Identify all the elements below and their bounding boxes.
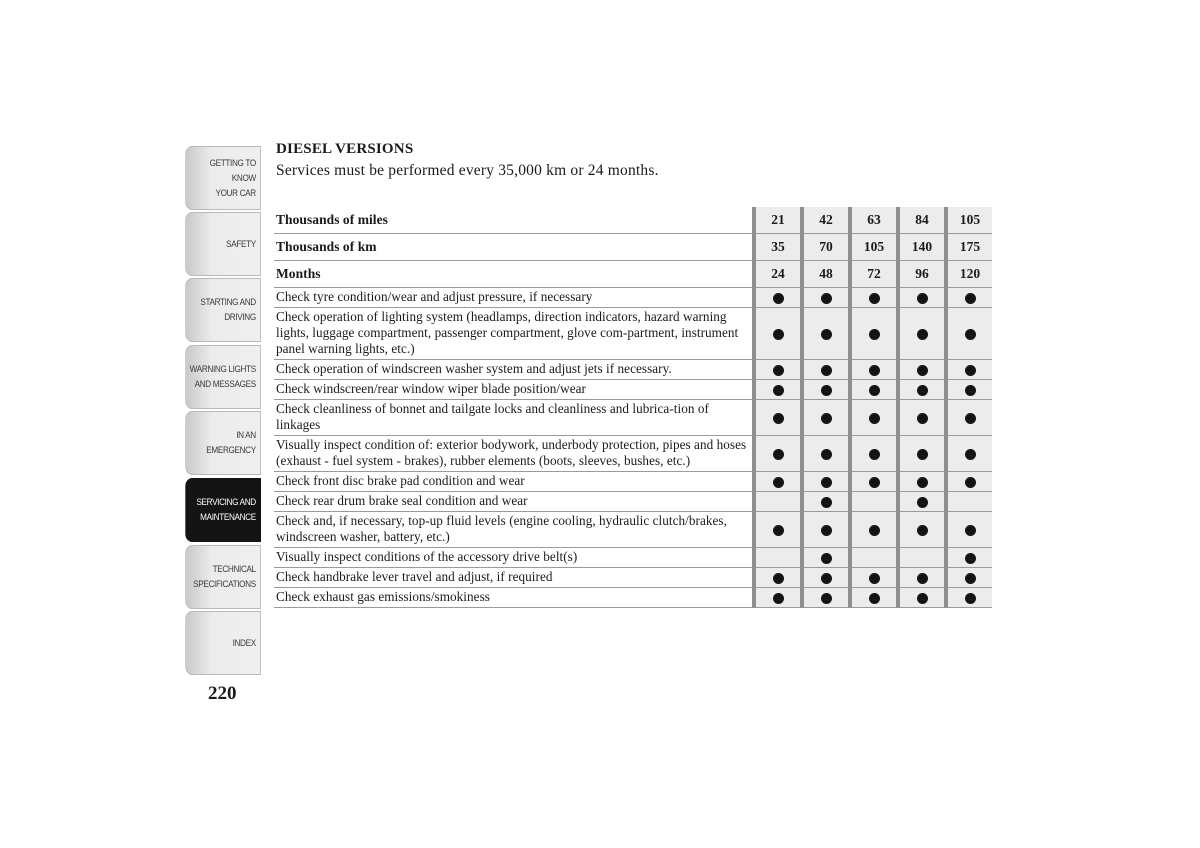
check-cell: [850, 568, 898, 588]
bullet-icon: [869, 385, 880, 396]
check-cell: [898, 360, 946, 380]
tab-label-line2: YOUR CAR: [215, 187, 256, 199]
interval-value: 21: [754, 207, 802, 234]
bullet-icon: [773, 365, 784, 376]
check-cell: [850, 548, 898, 568]
bullet-icon: [917, 449, 928, 460]
check-item-label: Check exhaust gas emissions/smokiness: [274, 588, 754, 608]
bullet-icon: [821, 497, 832, 508]
tab-warning-lights-and-messages[interactable]: [185, 345, 261, 409]
chapter-tabs: [173, 146, 263, 678]
check-cell: [754, 436, 802, 472]
check-cell: [898, 472, 946, 492]
check-cell: [802, 588, 850, 608]
check-cell: [850, 492, 898, 512]
bullet-icon: [821, 365, 832, 376]
check-cell: [754, 588, 802, 608]
bullet-icon: [821, 293, 832, 304]
check-cell: [850, 436, 898, 472]
check-cell: [850, 380, 898, 400]
bullet-icon: [773, 593, 784, 604]
bullet-icon: [917, 593, 928, 604]
check-cell: [754, 380, 802, 400]
check-cell: [802, 512, 850, 548]
check-cell: [898, 436, 946, 472]
bullet-icon: [869, 329, 880, 340]
bullet-icon: [821, 413, 832, 424]
bullet-icon: [965, 385, 976, 396]
bullet-icon: [821, 477, 832, 488]
interval-value: 42: [802, 207, 850, 234]
check-cell: [754, 568, 802, 588]
check-cell: [850, 308, 898, 360]
interval-header-row: [274, 261, 992, 288]
check-item-label: Check front disc brake pad condition and wear: [274, 472, 754, 492]
bullet-icon: [773, 573, 784, 584]
check-cell: [898, 588, 946, 608]
bullet-icon: [821, 525, 832, 536]
check-cell: [946, 548, 992, 568]
bullet-icon: [965, 329, 976, 340]
check-cell: [946, 512, 992, 548]
table-row: [274, 288, 992, 308]
check-cell: [802, 568, 850, 588]
tab-label-line1: IN AN EMERGENCY: [206, 430, 256, 456]
check-cell: [946, 568, 992, 588]
tab-safety[interactable]: [185, 212, 261, 276]
bullet-icon: [773, 413, 784, 424]
bullet-icon: [821, 329, 832, 340]
check-cell: [946, 588, 992, 608]
tab-label-line1: INDEX: [232, 637, 256, 649]
bullet-icon: [965, 413, 976, 424]
table-row: [274, 492, 992, 512]
tab-label-line1: GETTING TO KNOW: [209, 157, 256, 184]
bullet-icon: [965, 449, 976, 460]
check-cell: [946, 472, 992, 492]
tab-label-line1: SAFETY: [226, 238, 256, 250]
bullet-icon: [965, 553, 976, 564]
interval-header-row: [274, 207, 992, 234]
table-row: [274, 400, 992, 436]
bullet-icon: [965, 293, 976, 304]
bullet-icon: [821, 573, 832, 584]
bullet-icon: [869, 525, 880, 536]
page-number: 220: [208, 683, 237, 704]
interval-value: 105: [850, 234, 898, 261]
bullet-icon: [917, 365, 928, 376]
check-item-label: Check tyre condition/wear and adjust pressure, if necessary: [274, 288, 754, 308]
check-cell: [802, 308, 850, 360]
interval-value: 24: [754, 261, 802, 288]
interval-value: 35: [754, 234, 802, 261]
check-cell: [898, 548, 946, 568]
tab-getting-to-know-your-car[interactable]: [185, 146, 261, 210]
bullet-icon: [965, 365, 976, 376]
interval-header-label: Thousands of miles: [274, 207, 754, 234]
check-cell: [754, 512, 802, 548]
check-cell: [754, 400, 802, 436]
table-row: [274, 512, 992, 548]
table-row: [274, 436, 992, 472]
check-cell: [802, 548, 850, 568]
bullet-icon: [869, 365, 880, 376]
check-item-label: Check rear drum brake seal condition and wear: [274, 492, 754, 512]
bullet-icon: [773, 525, 784, 536]
check-cell: [898, 492, 946, 512]
bullet-icon: [821, 593, 832, 604]
tab-label-line2: MAINTENANCE: [200, 512, 256, 523]
interval-value: 48: [802, 261, 850, 288]
check-item-label: Check and, if necessary, top-up fluid levels (engine cooling, hydraulic clutch/brakes, windscreen washer, battery, etc.): [274, 512, 754, 548]
check-cell: [802, 400, 850, 436]
check-cell: [898, 568, 946, 588]
bullet-icon: [917, 329, 928, 340]
check-cell: [898, 512, 946, 548]
bullet-icon: [869, 477, 880, 488]
service-schedule-table: [274, 207, 992, 608]
tab-starting-and-driving[interactable]: [185, 278, 261, 342]
bullet-icon: [869, 413, 880, 424]
bullet-icon: [869, 449, 880, 460]
check-cell: [802, 288, 850, 308]
interval-value: 70: [802, 234, 850, 261]
bullet-icon: [773, 385, 784, 396]
interval-value: 120: [946, 261, 992, 288]
tab-label-line2: DRIVING: [224, 312, 256, 323]
bullet-icon: [965, 477, 976, 488]
table-row: [274, 588, 992, 608]
interval-value: 175: [946, 234, 992, 261]
tab-label-line1: SERVICING AND: [196, 497, 256, 508]
tab-in-an-emergency[interactable]: [185, 411, 261, 475]
bullet-icon: [821, 553, 832, 564]
tab-servicing-and-maintenance[interactable]: [185, 478, 261, 542]
check-cell: [946, 360, 992, 380]
check-item-label: Visually inspect conditions of the accessory drive belt(s): [274, 548, 754, 568]
check-cell: [850, 288, 898, 308]
check-cell: [850, 512, 898, 548]
check-cell: [754, 492, 802, 512]
tab-label-line1: WARNING LIGHTS: [189, 364, 256, 375]
bullet-icon: [917, 385, 928, 396]
bullet-icon: [773, 329, 784, 340]
bullet-icon: [917, 293, 928, 304]
check-cell: [802, 380, 850, 400]
check-item-label: Check operation of windscreen washer system and adjust jets if necessary.: [274, 360, 754, 380]
interval-header-label: Thousands of km: [274, 234, 754, 261]
interval-value: 84: [898, 207, 946, 234]
check-cell: [754, 472, 802, 492]
check-cell: [946, 308, 992, 360]
table-row: [274, 380, 992, 400]
bullet-icon: [869, 573, 880, 584]
section-intro: Services must be performed every 35,000 km or 24 months.: [276, 162, 659, 179]
interval-header-row: [274, 234, 992, 261]
check-cell: [946, 288, 992, 308]
check-cell: [946, 400, 992, 436]
check-cell: [946, 492, 992, 512]
bullet-icon: [773, 477, 784, 488]
tab-technical-specifications[interactable]: [185, 545, 261, 609]
interval-value: 96: [898, 261, 946, 288]
check-cell: [850, 472, 898, 492]
check-cell: [946, 436, 992, 472]
bullet-icon: [965, 573, 976, 584]
check-item-label: Check handbrake lever travel and adjust, if required: [274, 568, 754, 588]
check-cell: [802, 436, 850, 472]
tab-label-line1: STARTING AND: [200, 297, 256, 308]
bullet-icon: [917, 477, 928, 488]
check-cell: [850, 588, 898, 608]
check-item-label: Check windscreen/rear window wiper blade position/wear: [274, 380, 754, 400]
check-cell: [754, 548, 802, 568]
check-cell: [754, 360, 802, 380]
table-row: [274, 548, 992, 568]
check-cell: [898, 288, 946, 308]
interval-value: 72: [850, 261, 898, 288]
check-cell: [754, 288, 802, 308]
check-cell: [898, 400, 946, 436]
check-cell: [946, 380, 992, 400]
bullet-icon: [917, 525, 928, 536]
interval-value: 140: [898, 234, 946, 261]
bullet-icon: [821, 449, 832, 460]
check-item-label: Check cleanliness of bonnet and tailgate locks and cleanliness and lubrica-tion of linkages: [274, 400, 754, 436]
check-item-label: Visually inspect condition of: exterior bodywork, underbody protection, pipes and hoses (exhaust - fuel system - brakes), rubber elements (boots, sleeves, bushes, etc.): [274, 436, 754, 472]
bullet-icon: [965, 525, 976, 536]
tab-label-line2: SPECIFICATIONS: [193, 579, 256, 590]
interval-value: 63: [850, 207, 898, 234]
bullet-icon: [821, 385, 832, 396]
check-cell: [850, 360, 898, 380]
bullet-icon: [869, 293, 880, 304]
table-row: [274, 472, 992, 492]
bullet-icon: [917, 413, 928, 424]
section-title: DIESEL VERSIONS: [276, 141, 414, 157]
bullet-icon: [773, 449, 784, 460]
interval-value: 105: [946, 207, 992, 234]
check-cell: [898, 308, 946, 360]
table-row: [274, 360, 992, 380]
check-cell: [754, 308, 802, 360]
bullet-icon: [965, 593, 976, 604]
table-row: [274, 308, 992, 360]
check-item-label: Check operation of lighting system (headlamps, direction indicators, hazard warning lights, luggage compartment, passenger compartment, glove com-partment, instrument panel warning lights, etc.): [274, 308, 754, 360]
interval-header-label: Months: [274, 261, 754, 288]
tab-label-line1: TECHNICAL: [212, 564, 256, 575]
check-cell: [802, 360, 850, 380]
bullet-icon: [869, 593, 880, 604]
check-cell: [850, 400, 898, 436]
bullet-icon: [917, 497, 928, 508]
check-cell: [802, 472, 850, 492]
tab-index[interactable]: [185, 611, 261, 675]
check-cell: [898, 380, 946, 400]
bullet-icon: [917, 573, 928, 584]
check-cell: [802, 492, 850, 512]
bullet-icon: [773, 293, 784, 304]
tab-label-line2: AND MESSAGES: [194, 379, 256, 390]
table-row: [274, 568, 992, 588]
